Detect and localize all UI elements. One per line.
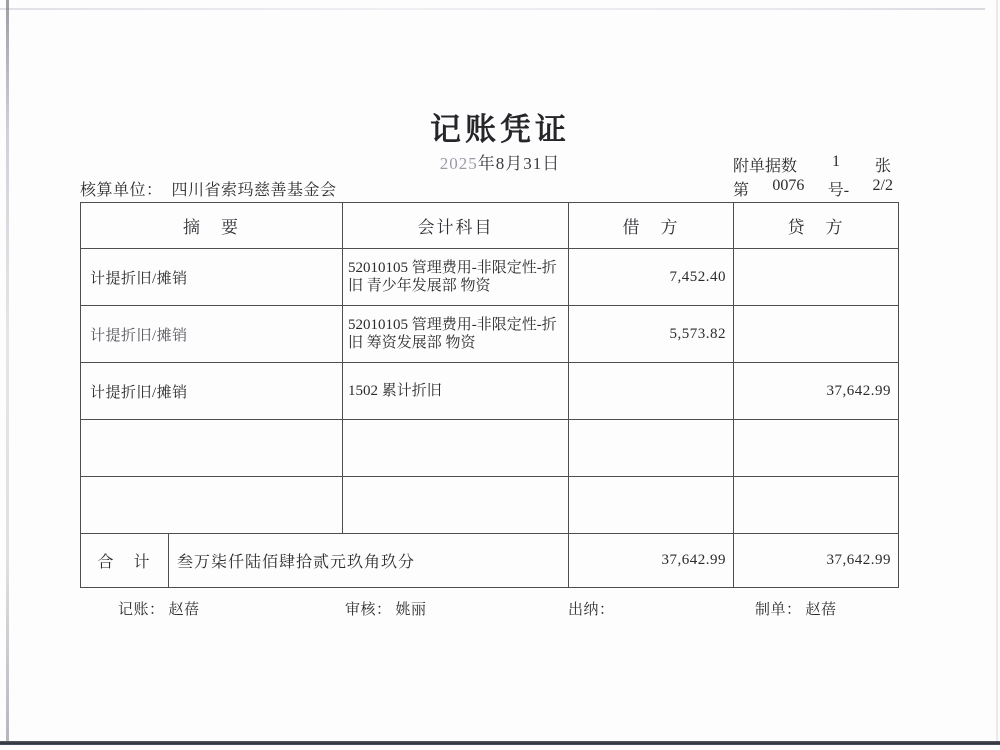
cashier-label: 出纳： — [568, 602, 615, 618]
table-row — [81, 363, 899, 420]
credit-cell — [734, 477, 899, 534]
credit-cell — [734, 420, 899, 477]
debit-cell: 7,452.40 — [569, 249, 734, 306]
credit-cell: 37,642.99 — [734, 363, 899, 420]
preparer-signature — [755, 598, 837, 619]
summary-cell: 计提折旧/摊销 — [81, 363, 343, 420]
credit-cell — [734, 306, 899, 363]
reviewer-signature — [345, 598, 427, 619]
voucher-date-rest: 年8月31日 — [477, 154, 561, 173]
voucher-number: 0076 — [772, 177, 805, 194]
debit-cell — [569, 477, 734, 534]
voucher-page-indicator: 2/2 — [872, 177, 893, 194]
total-credit: 37,642.99 — [734, 534, 899, 588]
scan-edge-top — [0, 8, 985, 10]
attachment-count-line — [733, 153, 891, 176]
table-header-row — [81, 203, 899, 249]
attachment-label: 附单据数 — [733, 158, 798, 175]
account-cell: 52010105 管理费用-非限定性-折旧 青少年发展部 物资 — [343, 249, 569, 306]
header-account: 会计科目 — [343, 203, 569, 249]
summary-cell — [81, 420, 343, 477]
table-total-row — [81, 534, 899, 588]
attachment-unit: 张 — [874, 158, 891, 175]
reviewer-label: 审核： — [345, 602, 392, 618]
account-cell — [343, 420, 569, 477]
table-row-empty — [81, 420, 899, 477]
accounting-unit-line — [80, 177, 337, 200]
bookkeeper-signature — [118, 598, 200, 619]
voucher-number-suffix: 号- — [827, 182, 850, 199]
reviewer-name: 姚丽 — [395, 602, 427, 618]
table-row — [81, 306, 899, 363]
bookkeeper-label: 记账： — [118, 602, 165, 618]
amount-in-words: 叁万柒仟陆佰肆拾贰元玖角玖分 — [169, 534, 569, 588]
summary-cell — [81, 477, 343, 534]
accounting-unit-label: 核算单位： — [80, 182, 163, 199]
scan-edge-bottom — [0, 741, 1000, 745]
voucher-number-line — [733, 177, 893, 200]
account-cell — [343, 477, 569, 534]
voucher-table — [80, 202, 899, 588]
credit-cell — [734, 249, 899, 306]
debit-cell — [569, 363, 734, 420]
table-row — [81, 249, 899, 306]
voucher-number-prefix: 第 — [733, 182, 750, 199]
accounting-unit-name: 四川省索玛慈善基金会 — [171, 182, 337, 199]
account-cell: 1502 累计折旧 — [343, 363, 569, 420]
preparer-label: 制单： — [755, 602, 802, 618]
debit-cell — [569, 420, 734, 477]
header-credit: 贷 方 — [734, 203, 899, 249]
account-cell: 52010105 管理费用-非限定性-折旧 筹资发展部 物资 — [343, 306, 569, 363]
total-label: 合 计 — [81, 534, 169, 588]
voucher-date-year: 2025 — [439, 154, 478, 173]
header-debit: 借 方 — [569, 203, 734, 249]
summary-cell: 计提折旧/摊销 — [81, 249, 343, 306]
header-summary: 摘 要 — [81, 203, 343, 249]
preparer-name: 赵蓓 — [805, 602, 837, 618]
attachment-count: 1 — [832, 153, 840, 170]
table-row-empty — [81, 477, 899, 534]
voucher-title: 记账凭证 — [430, 112, 570, 147]
summary-cell: 计提折旧/摊销 — [81, 306, 343, 363]
total-debit: 37,642.99 — [569, 534, 734, 588]
debit-cell: 5,573.82 — [569, 306, 734, 363]
bookkeeper-name: 赵蓓 — [168, 602, 200, 618]
cashier-signature — [568, 598, 619, 619]
